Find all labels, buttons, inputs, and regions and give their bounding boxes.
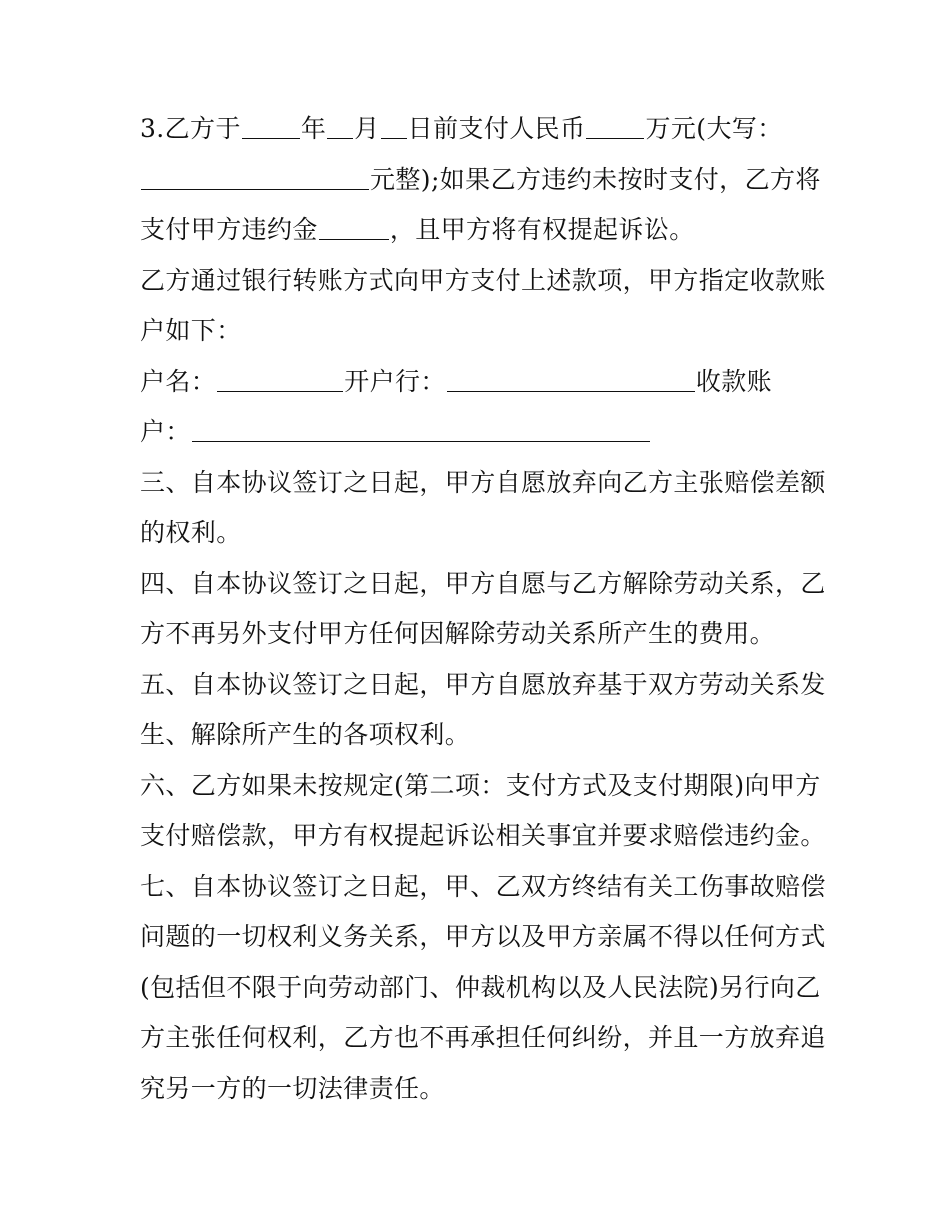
text-segment: 万元(大写： [645,114,783,143]
text-line: 三、自本协议签订之日起，甲方自愿放弃向乙方主张赔偿差额 [140,467,826,497]
blank-bank [447,367,695,392]
text-segment: 收款账 [695,366,773,396]
text-segment: 开户行： [344,366,446,396]
text-segment: 年 [300,114,327,143]
text-line: 四、自本协议签订之日起，甲方自愿与乙方解除劳动关系，乙 [140,568,826,598]
payment-clause-line-2 [140,155,820,206]
text-segment: 月 [354,114,380,143]
text-line: 六、乙方如果未按规定(第二项：支付方式及支付期限)向甲方 [140,770,821,800]
text-line: 究另一方的一切法律责任。 [140,1073,445,1103]
text-segment: 日前支付人民币 [407,114,586,143]
text-line: 的权利。 [140,518,242,547]
text-segment: 支付甲方违约金 [140,215,318,244]
blank-account-number [192,417,650,442]
text-segment: 户名： [140,366,217,396]
blank-year [242,114,300,139]
payment-clause-line-1 [140,104,820,155]
text-line: 乙方通过银行转账方式向甲方支付上述款项，甲方指定收款账 [140,265,826,295]
text-segment: 户： [140,417,191,446]
text-line: (包括但不限于向劳动部门、仲裁机构以及人民法院)另行向乙 [140,972,821,1002]
payment-clause-line-3 [140,205,820,256]
blank-month [327,114,353,139]
account-info-line [140,357,820,408]
text-line: 生、解除所产生的各项权利。 [140,720,471,749]
text-line: 方不再另外支付甲方任何因解除劳动关系所产生的费用。 [140,619,776,648]
text-segment: ，且甲方将有权提起诉讼。 [389,215,695,244]
account-number-line [140,407,820,458]
blank-amount-uppercase [141,165,369,190]
text-line: 户如下： [140,316,242,345]
text-line: 问题的一切权利义务关系，甲方以及甲方亲属不得以任何方式 [140,922,826,951]
blank-penalty [319,215,389,240]
text-line: 方主张任何权利，乙方也不再承担任何纠纷，并且一方放弃追 [140,1023,826,1052]
text-line: 五、自本协议签订之日起，甲方自愿放弃基于双方劳动关系发 [140,669,826,699]
text-segment: 元整);如果乙方违约未按时支付，乙方将 [370,164,821,194]
blank-day [381,114,407,139]
text-line: 支付赔偿款，甲方有权提起诉讼相关事宜并要求赔偿违约金。 [140,821,826,850]
blank-account-name [217,367,343,392]
text-segment: 3.乙方于 [140,114,241,143]
blank-amount [586,114,644,139]
document-body [140,104,826,1114]
text-line: 七、自本协议签订之日起，甲、乙双方终结有关工伤事故赔偿 [140,871,826,901]
